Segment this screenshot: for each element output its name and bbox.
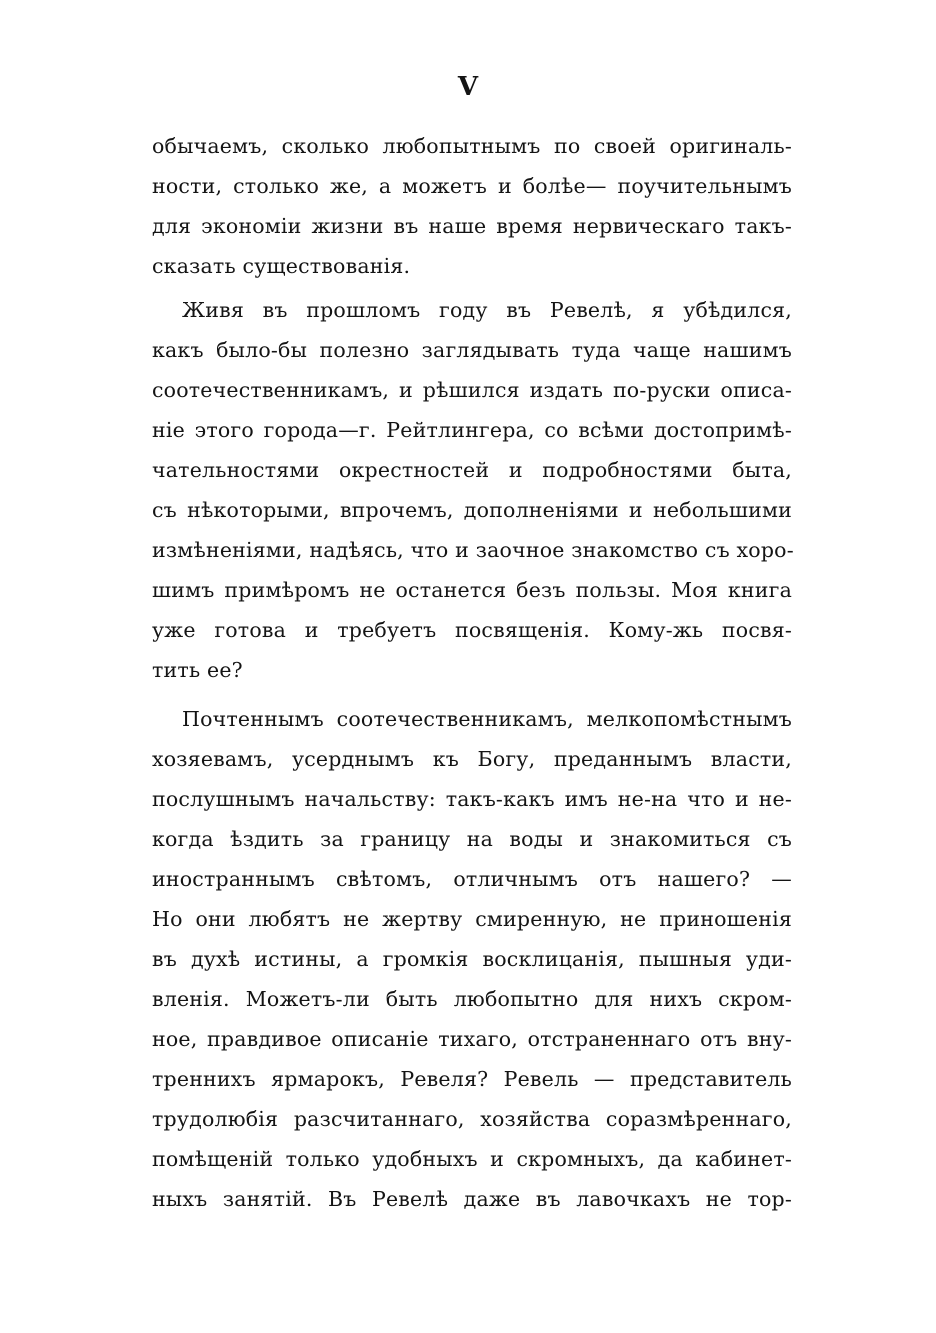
text-line: для экономіи жизни въ наше время нервическаго такъ- [152, 214, 792, 238]
text-line: ное, правдивое описаніе тихаго, отстраненнаго отъ вну- [152, 1027, 792, 1051]
text-line: соотечественникамъ, и рѣшился издать по-руски описа- [152, 378, 792, 402]
text-line: чательностями окрестностей и подробностями быта, [152, 458, 792, 482]
text-line: тить ее? [152, 658, 243, 682]
text-line: иностраннымъ свѣтомъ, отличнымъ отъ нашего? — [152, 867, 792, 891]
text-line: уже готова и требуетъ посвященія. Кому-жь посвя- [152, 618, 792, 642]
text-line: вленія. Можетъ-ли быть любопытно для нихъ скром- [152, 987, 792, 1011]
page-number: V [457, 72, 479, 102]
text-line: въ духѣ истины, а громкія восклицанія, пышныя уди- [152, 947, 792, 971]
text-line: трудолюбія разсчитаннаго, хозяйства соразмѣреннаго, [152, 1107, 792, 1131]
paragraph-1 [152, 126, 792, 286]
text-line: ности, столько же, а можетъ и болѣе— поучительнымъ [152, 174, 792, 198]
text-line: измѣненіями, надѣясь, что и заочное знакомство съ хоро- [152, 538, 794, 562]
text-line: шимъ примѣромъ не останется безъ пользы. Моя книга [152, 578, 792, 602]
paragraph-2 [152, 290, 792, 690]
paragraph-3 [152, 699, 792, 1219]
text-line: обычаемъ, сколько любопытнымъ по своей оригиналь- [152, 134, 792, 158]
text-line: съ нѣкоторыми, впрочемъ, дополненіями и небольшими [152, 498, 792, 522]
text-line: сказать существованія. [152, 254, 411, 278]
text-line: помѣщеній только удобныхъ и скромныхъ, да кабинет- [152, 1147, 792, 1171]
text-line: Почтеннымъ соотечественникамъ, мелкопомѣстнымъ [182, 707, 792, 731]
text-line: хозяевамъ, усерднымъ къ Богу, преданнымъ власти, [152, 747, 792, 771]
text-line: треннихъ ярмарокъ, Ревеля? Ревель — представитель [152, 1067, 792, 1091]
text-line: ныхъ занятій. Въ Ревелѣ даже въ лавочкахъ не тор- [152, 1187, 792, 1211]
text-line: какъ было-бы полезно заглядывать туда чаще нашимъ [152, 338, 792, 362]
text-line: Живя въ прошломъ году въ Ревелѣ, я убѣдился, [182, 298, 792, 322]
text-line: Но они любятъ не жертву смиренную, не приношенія [152, 907, 792, 931]
text-line: когда ѣздить за границу на воды и знакомиться съ [152, 827, 792, 851]
text-line: ніе этого города—г. Рейтлингера, со всѣми достопримѣ- [152, 418, 792, 442]
text-line: послушнымъ начальству: такъ-какъ имъ не-на что и не- [152, 787, 792, 811]
